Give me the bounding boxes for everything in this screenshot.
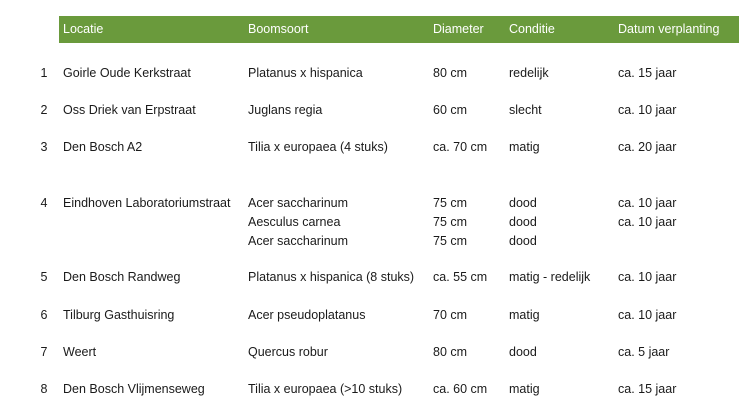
header-diameter: Diameter [433, 22, 484, 36]
header-boomsoort: Boomsoort [248, 22, 309, 36]
cell-diameter: ca. 70 cm [433, 140, 488, 154]
row-number: 2 [40, 103, 48, 117]
cell-diameter: 75 cm [433, 234, 468, 248]
cell-conditie: redelijk [509, 66, 549, 80]
cell-datum: ca. 10 jaar [618, 103, 677, 117]
cell-locatie: Goirle Oude Kerkstraat [63, 66, 191, 80]
cell-locatie: Weert [63, 345, 97, 359]
cell-boomsoort: Acer pseudoplatanus [248, 308, 366, 322]
cell-datum: ca. 10 jaar [618, 270, 677, 284]
cell-locatie: Den Bosch Vlijmenseweg [63, 382, 205, 396]
cell-datum: ca. 15 jaar [618, 382, 677, 396]
cell-conditie: dood [509, 215, 537, 229]
header-conditie: Conditie [509, 22, 555, 36]
row-number: 8 [40, 382, 48, 396]
header-locatie: Locatie [63, 22, 104, 36]
cell-conditie: slecht [509, 103, 542, 117]
cell-conditie: matig [509, 308, 540, 322]
cell-boomsoort: Acer saccharinum [248, 196, 349, 210]
row-number: 5 [40, 270, 48, 284]
cell-boomsoort: Quercus robur [248, 345, 328, 359]
cell-diameter: 80 cm [433, 66, 468, 80]
cell-boomsoort: Acer saccharinum [248, 234, 349, 248]
cell-datum: ca. 20 jaar [618, 140, 677, 154]
cell-datum: ca. 10 jaar [618, 196, 677, 210]
row-number: 1 [40, 66, 48, 80]
cell-conditie: matig [509, 140, 540, 154]
cell-diameter: 60 cm [433, 103, 468, 117]
cell-conditie: dood [509, 196, 537, 210]
row-number: 3 [40, 140, 48, 154]
cell-conditie: matig - redelijk [509, 270, 591, 284]
table-header [59, 16, 739, 43]
cell-boomsoort: Tilia x europaea (>10 stuks) [248, 382, 403, 396]
cell-diameter: 70 cm [433, 308, 468, 322]
cell-datum: ca. 10 jaar [618, 308, 677, 322]
cell-locatie: Tilburg Gasthuisring [63, 308, 175, 322]
header-datum: Datum verplanting [618, 22, 720, 36]
cell-datum: ca. 5 jaar [618, 345, 670, 359]
cell-locatie: Den Bosch A2 [63, 140, 143, 154]
row-number: 6 [40, 308, 48, 322]
row-number: 4 [40, 196, 48, 210]
cell-conditie: dood [509, 234, 537, 248]
row-number: 7 [40, 345, 48, 359]
cell-diameter: 80 cm [433, 345, 468, 359]
cell-diameter: 75 cm [433, 196, 468, 210]
cell-diameter: ca. 60 cm [433, 382, 488, 396]
cell-diameter: ca. 55 cm [433, 270, 488, 284]
cell-boomsoort: Juglans regia [248, 103, 323, 117]
cell-datum: ca. 10 jaar [618, 215, 677, 229]
cell-boomsoort: Aesculus carnea [248, 215, 341, 229]
cell-conditie: dood [509, 345, 537, 359]
cell-datum: ca. 15 jaar [618, 66, 677, 80]
cell-diameter: 75 cm [433, 215, 468, 229]
cell-boomsoort: Platanus x hispanica (8 stuks) [248, 270, 415, 284]
cell-locatie: Den Bosch Randweg [63, 270, 181, 284]
cell-locatie: Eindhoven Laboratoriumstraat [63, 196, 231, 210]
cell-locatie: Oss Driek van Erpstraat [63, 103, 196, 117]
cell-boomsoort: Tilia x europaea (4 stuks) [248, 140, 388, 154]
cell-conditie: matig [509, 382, 540, 396]
cell-boomsoort: Platanus x hispanica [248, 66, 363, 80]
